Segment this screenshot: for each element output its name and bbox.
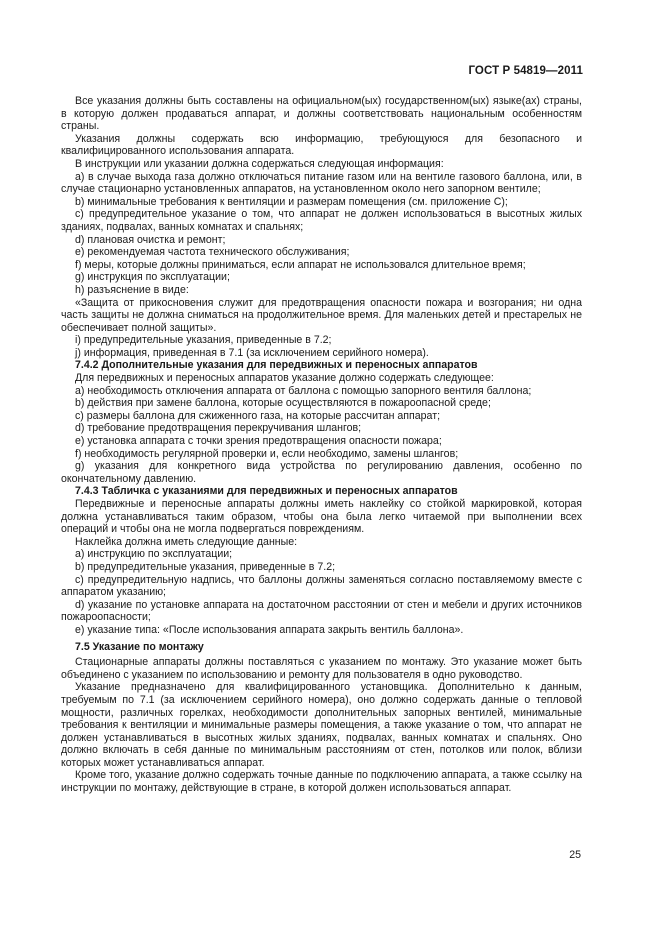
paragraph-label-requirement: Передвижные и переносные аппараты должны иметь наклейку со стойкой маркировкой, которая должна устанавливаться таким образом, чтобы она была легко читаемой при выполнении всех операций и чтобы она не могла подвергаться повреждениям. <box>61 498 582 536</box>
list-item-a: a) инструкцию по эксплуатации; <box>75 548 233 561</box>
quoted-warning: «Защита от прикосновения служит для предотвращения опасности пожара и возгорания; ни одна часть защиты не должна сниматься на продолжительное время. Для маленьких детей и престарелых не обеспечивает полной защиты». <box>61 296 582 334</box>
list-item-g: g) инструкция по эксплуатации; <box>75 271 230 284</box>
list-item-b: b) предупредительные указания, приведенные в 7.2; <box>75 560 336 573</box>
list-item-e: e) указание типа: «После использования аппарата закрыть вентиль баллона». <box>75 623 464 636</box>
section-heading-7-5: 7.5 Указание по монтажу <box>75 640 204 653</box>
section-heading-7-4-3: 7.4.3 Табличка с указаниями для передвижных и переносных аппаратов <box>75 485 458 498</box>
paragraph-installation-2: Указание предназначено для квалифицированного установщика. Дополнительно к данным, требуемым по 7.1 (за исключением серийного номера), оно должно содержать данные о тепловой мощности, различных горелках, необходимости дополнительных запорных вентилей, минимальные требования к вентиляции и минимальные размеры помещения, а также указание о том, что аппарат не должен устанавливаться в высотных жилых зданиях, подвалах, ванных комнатах и спальнях. Оно должно включать в себя данные по минимальным расстояниям от стен, потолков или полок, вблизи которых может устанавливаться аппарат. <box>61 681 582 769</box>
list-item-c: c) предупредительную надпись, что баллоны должны заменяться согласно поставляемому вместе с аппаратом указанию; <box>61 573 582 599</box>
list-item-c: c) размеры баллона для сжиженного газа, на которые рассчитан аппарат; <box>75 409 441 422</box>
paragraph-language: Все указания должны быть составлены на официальном(ых) государственном(ых) языке(ах) страны, в которую должен продаваться аппарат, и должны соответствовать национальным особенностям страны. <box>61 95 582 133</box>
section-heading-7-4-2: 7.4.2 Дополнительные указания для передвижных и переносных аппаратов <box>75 359 478 372</box>
list-item-e: e) установка аппарата с точки зрения предотвращения опасности пожара; <box>75 435 442 448</box>
document-code-header: ГОСТ Р 54819—2011 <box>468 65 583 77</box>
list-item-b: b) минимальные требования к вентиляции и размерам помещения (см. приложение С); <box>75 195 508 208</box>
list-item-j: j) информация, приведенная в 7.1 (за исключением серийного номера). <box>75 346 429 359</box>
list-item-e: e) рекомендуемая частота технического обслуживания; <box>75 246 350 259</box>
list-item-h: h) разъяснение в виде: <box>75 283 189 296</box>
list-item-d: d) требование предотвращения перекручивания шлангов; <box>75 422 362 435</box>
list-item-d: d) плановая очистка и ремонт; <box>75 233 226 246</box>
list-item-b: b) действия при замене баллона, которые осуществляются в пожароопасной среде; <box>75 397 491 410</box>
paragraph-installation-1: Стационарные аппараты должны поставляться с указанием по монтажу. Это указание может быть объединено с указанием по использованию и ремонту для пользователя в одно руководство. <box>61 656 582 681</box>
list-item-i: i) предупредительные указания, приведенные в 7.2; <box>75 334 332 347</box>
list-item-f: f) меры, которые должны приниматься, если аппарат не использовался длительное время; <box>75 258 526 271</box>
page-number: 25 <box>569 849 581 861</box>
paragraph-portable-intro: Для передвижных и переносных аппаратов указание должно содержать следующее: <box>75 372 494 385</box>
list-item-d: d) указание по установке аппарата на достаточном расстоянии от стен и мебели и других источников пожароопасности; <box>61 598 582 624</box>
paragraph-info-intro: В инструкции или указании должна содержаться следующая информация: <box>75 157 444 170</box>
paragraph-content-requirement: Указания должны содержать всю информацию, требующуюся для безопасного и квалифицированного использования аппарата. <box>61 132 582 158</box>
list-item-f: f) необходимость регулярной проверки и, если необходимо, замены шлангов; <box>75 447 459 460</box>
list-item-c: c) предупредительное указание о том, что аппарат не должен использоваться в высотных жилых зданиях, подвалах, ванных комнатах и спальнях; <box>61 208 582 233</box>
page-body <box>61 95 582 795</box>
list-item-g: g) указания для конкретного вида устройства по регулированию давления, особенно по окончательному давлению. <box>61 460 582 485</box>
list-item-a: a) необходимость отключения аппарата от баллона с помощью запорного вентиля баллона; <box>75 384 532 397</box>
list-item-a: a) в случае выхода газа должно отключаться питание газом или на вентиле газового баллона, или, в случае стационарно установленных аппаратов, на установленном около него запорном вентиле; <box>61 170 582 196</box>
paragraph-installation-3: Кроме того, указание должно содержать точные данные по подключению аппарата, а также ссылку на инструкции по монтажу, действующие в стране, в которой должен использоваться аппарат. <box>61 769 582 795</box>
paragraph-label-data-intro: Наклейка должна иметь следующие данные: <box>75 535 298 548</box>
